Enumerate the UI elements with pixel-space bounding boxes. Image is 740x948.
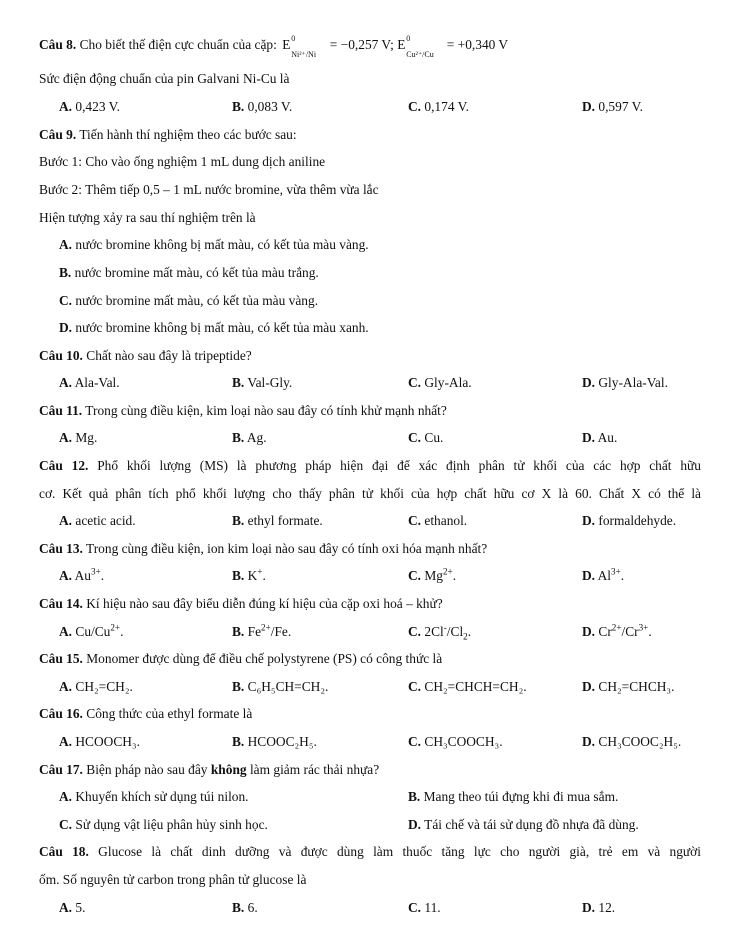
option-b[interactable] (232, 733, 317, 751)
e-subscript: Cu²⁺/Cu (406, 50, 434, 59)
option-key: C. (408, 375, 422, 390)
option-text: Gly-Ala. (424, 375, 472, 390)
option-text: Sử dụng vật liệu phân hủy sinh học. (75, 817, 268, 832)
question-number: Câu 17. (39, 762, 83, 777)
option-key: B. (232, 900, 245, 915)
option-text: Ala-Val. (74, 375, 120, 390)
question-number: Câu 8. (39, 37, 77, 52)
option-text: 0,174 V. (424, 99, 469, 114)
option-key: C. (408, 513, 422, 528)
option-text: formaldehyde. (598, 513, 677, 528)
question-emphasis: không (210, 762, 247, 777)
option-text: HCOOCH₃. (75, 734, 140, 749)
option-key: A. (59, 237, 73, 252)
formula-part: /Fe. (270, 624, 292, 639)
option-text: HCOOC₂H₅. (247, 734, 317, 749)
ion-charge: 2+ (611, 622, 622, 633)
question-9-step2: Bước 2: Thêm tiếp 0,5 – 1 mL nước bromine, vừa thêm vừa lắc (39, 182, 379, 197)
option-c[interactable] (408, 899, 441, 917)
option-b[interactable] (408, 788, 618, 806)
ion-charge: 2+ (110, 622, 121, 633)
option-text: 11. (424, 900, 441, 915)
question-text: Chất nào sau đây là tripeptide? (86, 348, 252, 363)
option-text: ethyl formate. (247, 513, 323, 528)
option-key: D. (582, 900, 596, 915)
electrode-potential-ni (282, 34, 317, 59)
option-c[interactable] (408, 567, 456, 585)
question-9-ask: Hiện tượng xảy ra sau thí nghiệm trên là (39, 210, 256, 225)
electrode-potential-cu (397, 34, 434, 59)
question-number: Câu 15. (39, 651, 83, 666)
question-9-step1: Bước 1: Cho vào ống nghiệm 1 mL dung dịch aniline (39, 154, 326, 169)
option-a[interactable] (59, 788, 249, 806)
option-key: C. (59, 817, 73, 832)
question-text: Trong cùng điều kiện, ion kim loại nào sau đây có tính oxi hóa mạnh nhất? (86, 541, 488, 556)
question-9-stem (39, 126, 297, 144)
option-key: A. (59, 900, 73, 915)
punct: . (262, 568, 266, 583)
option-key: D. (582, 624, 596, 639)
option-key: A. (59, 375, 73, 390)
option-text: 5. (75, 900, 86, 915)
value-cu: = +0,340 V (446, 37, 509, 52)
option-a[interactable] (59, 374, 120, 392)
option-key: D. (582, 99, 596, 114)
option-a[interactable] (59, 236, 369, 254)
option-key: B. (232, 99, 245, 114)
e-symbol: E (397, 37, 406, 52)
question-text: Monomer được dùng để điều chế polystyrene (PS) có công thức là (86, 651, 443, 666)
question-number: Câu 12. (39, 458, 89, 473)
option-d[interactable] (408, 816, 639, 834)
option-key: A. (59, 513, 73, 528)
ion-symbol: K (247, 568, 258, 583)
option-c[interactable] (408, 429, 443, 447)
question-text: Biện pháp nào sau đây (86, 762, 208, 777)
option-d[interactable] (582, 678, 674, 696)
option-text: nước bromine mất màu, có kết tủa màu vàng. (75, 293, 319, 308)
option-key: D. (582, 568, 596, 583)
option-key: B. (232, 430, 245, 445)
option-key: C. (408, 624, 422, 639)
option-text: Mang theo túi đựng khi đi mua sắm. (423, 789, 619, 804)
option-text: 6. (247, 900, 258, 915)
option-text: 12. (598, 900, 616, 915)
option-text: nước bromine mất màu, có kết tủa màu trắng. (74, 265, 319, 280)
option-key: C. (408, 734, 422, 749)
question-number: Câu 11. (39, 403, 83, 418)
question-8-line2: Sức điện động chuẩn của pin Galvani Ni-Cu là (39, 71, 290, 86)
punct: . (620, 568, 625, 583)
option-key: D. (582, 734, 596, 749)
option-c[interactable] (408, 512, 467, 530)
formula-part: /Cl (446, 624, 464, 639)
option-text: nước bromine không bị mất màu, có kết tủa màu xanh. (75, 320, 369, 335)
option-c[interactable] (408, 98, 469, 116)
question-18-stem-cont: ốm. Số nguyên tử carbon trong phân tử glucose là (39, 872, 307, 887)
question-number: Câu 14. (39, 596, 83, 611)
option-text: CH₃COOC₂H₅. (598, 734, 682, 749)
option-d[interactable] (582, 429, 617, 447)
e-subscript: Ni²⁺/Ni (291, 50, 317, 59)
option-text: Mg. (75, 430, 98, 445)
option-key: C. (408, 900, 422, 915)
option-key: D. (582, 430, 596, 445)
option-text: 0,597 V. (598, 99, 643, 114)
option-text: ethanol. (424, 513, 468, 528)
option-b[interactable] (232, 623, 291, 641)
punct: . (452, 568, 457, 583)
option-c[interactable] (408, 374, 472, 392)
ion-charge: 2+ (261, 622, 271, 633)
question-text: Glucose là chất dinh dưỡng và được dùng làm thuốc tăng lực cho người già, trẻ em và người (98, 844, 701, 859)
option-key: D. (582, 375, 596, 390)
option-text: CH₂=CHCH₃. (598, 679, 675, 694)
formula-part: . (120, 624, 124, 639)
option-key: D. (59, 320, 73, 335)
option-d[interactable] (59, 319, 369, 337)
option-text: Au. (597, 430, 618, 445)
formula-part: Cr (598, 624, 612, 639)
formula-part: /Cr (621, 624, 639, 639)
option-c[interactable] (408, 733, 503, 751)
question-17-stem (39, 761, 379, 779)
option-key: D. (582, 679, 596, 694)
value-ni: = −0,257 V; (329, 37, 394, 52)
option-b[interactable] (232, 899, 258, 917)
ion-charge: - (443, 622, 447, 633)
option-text: 0,083 V. (247, 99, 293, 114)
option-text: 0,423 V. (75, 99, 120, 114)
option-b[interactable] (232, 512, 323, 530)
question-16-stem (39, 705, 252, 723)
option-text: CH₂=CHCH=CH₂. (424, 679, 527, 694)
option-key: B. (232, 513, 245, 528)
option-key: C. (408, 99, 422, 114)
ion-symbol: Al (597, 568, 612, 583)
option-key: B. (232, 568, 245, 583)
subscript: 2 (463, 631, 468, 642)
question-8-stem (39, 34, 509, 59)
option-a[interactable] (59, 733, 140, 751)
option-text: CH₂=CH₂. (75, 679, 133, 694)
e-superscript: 0 (291, 34, 296, 43)
question-text: Trong cùng điều kiện, kim loại nào sau đây có tính khử mạnh nhất? (85, 403, 447, 418)
question-number: Câu 13. (39, 541, 83, 556)
option-text: CH₃COOCH₃. (424, 734, 503, 749)
option-text: Tái chế và tái sử dụng đồ nhựa đã dùng. (424, 817, 639, 832)
option-d[interactable] (582, 98, 643, 116)
option-key: D. (582, 513, 596, 528)
ion-charge: 3+ (638, 622, 649, 633)
question-number: Câu 16. (39, 706, 83, 721)
option-b[interactable] (232, 374, 292, 392)
option-d[interactable] (582, 567, 624, 585)
question-13-stem (39, 540, 487, 558)
ion-charge: 3+ (611, 566, 621, 577)
ion-charge: 3+ (91, 566, 101, 577)
formula-part: Cu/Cu (75, 624, 111, 639)
question-number: Câu 18. (39, 844, 89, 859)
option-text: Cu. (424, 430, 444, 445)
question-10-stem (39, 347, 252, 365)
e-superscript: 0 (406, 34, 411, 43)
question-number: Câu 9. (39, 127, 77, 142)
option-key: B. (232, 375, 245, 390)
question-text: Tiến hành thí nghiệm theo các bước sau: (79, 127, 297, 142)
option-text: Gly-Ala-Val. (598, 375, 668, 390)
option-key: B. (59, 265, 72, 280)
option-key: B. (232, 679, 245, 694)
question-18-stem (39, 843, 701, 861)
option-c[interactable] (59, 292, 318, 310)
e-symbol: E (282, 37, 291, 52)
ion-symbol: Mg (424, 568, 443, 583)
option-key: A. (59, 734, 73, 749)
ion-charge: + (257, 566, 263, 577)
option-key: C. (408, 430, 422, 445)
question-text: Công thức của ethyl formate là (86, 706, 253, 721)
option-key: C. (59, 293, 73, 308)
option-c[interactable] (408, 623, 471, 641)
question-12-stem-cont: cơ. Kết quả phân tích phổ khối lượng cho thấy phân tử khối của hợp chất hữu cơ X là 60. Chất X có thể là (39, 486, 701, 501)
option-key: A. (59, 99, 73, 114)
option-b[interactable] (232, 678, 328, 696)
question-text: Cho biết thế điện cực chuẩn của cặp: (79, 37, 277, 52)
question-number: Câu 10. (39, 348, 83, 363)
option-text: nước bromine không bị mất màu, có kết tủa màu vàng. (75, 237, 369, 252)
ion-symbol: Au (74, 568, 92, 583)
option-a[interactable] (59, 567, 104, 585)
option-key: A. (59, 430, 73, 445)
punct: . (648, 624, 652, 639)
formula-part: Fe (247, 624, 262, 639)
option-d[interactable] (582, 374, 668, 392)
option-text: Ag. (246, 430, 267, 445)
option-key: B. (408, 789, 421, 804)
ion-charge: 2+ (443, 566, 453, 577)
option-a[interactable] (59, 899, 85, 917)
option-a[interactable] (59, 623, 123, 641)
option-a[interactable] (59, 98, 120, 116)
option-d[interactable] (582, 623, 652, 641)
question-text: Kí hiệu nào sau đây biểu diễn đúng kí hiệu của cặp oxi hoá – khử? (86, 596, 443, 611)
option-key: A. (59, 789, 73, 804)
option-c[interactable] (408, 678, 527, 696)
option-b[interactable] (59, 264, 319, 282)
option-key: A. (59, 679, 73, 694)
option-text: Val-Gly. (247, 375, 293, 390)
question-11-stem (39, 402, 447, 420)
question-12-stem (39, 457, 701, 475)
punct: . (100, 568, 105, 583)
question-text: Phổ khối lượng (MS) là phương pháp hiện đại để xác định phân tử khối của các hợp chất hữu (97, 458, 701, 473)
formula-part: 2Cl (424, 624, 444, 639)
option-a[interactable] (59, 512, 136, 530)
option-d[interactable] (582, 733, 681, 751)
option-a[interactable] (59, 678, 133, 696)
option-b[interactable] (232, 98, 292, 116)
option-key: D. (408, 817, 422, 832)
option-key: A. (59, 624, 73, 639)
option-d[interactable] (582, 512, 676, 530)
question-14-stem (39, 595, 443, 613)
option-text: Khuyến khích sử dụng túi nilon. (75, 789, 249, 804)
option-text: acetic acid. (75, 513, 136, 528)
option-key: B. (232, 734, 245, 749)
option-key: B. (232, 624, 245, 639)
option-b[interactable] (232, 567, 266, 585)
option-key: C. (408, 568, 422, 583)
question-15-stem (39, 650, 442, 668)
option-a[interactable] (59, 429, 97, 447)
punct: . (467, 624, 472, 639)
option-text: C₆H₅CH=CH₂. (247, 679, 329, 694)
option-c[interactable] (59, 816, 268, 834)
option-d[interactable] (582, 899, 615, 917)
question-text: làm giảm rác thải nhựa? (249, 762, 380, 777)
option-key: C. (408, 679, 422, 694)
option-key: A. (59, 568, 73, 583)
option-b[interactable] (232, 429, 267, 447)
